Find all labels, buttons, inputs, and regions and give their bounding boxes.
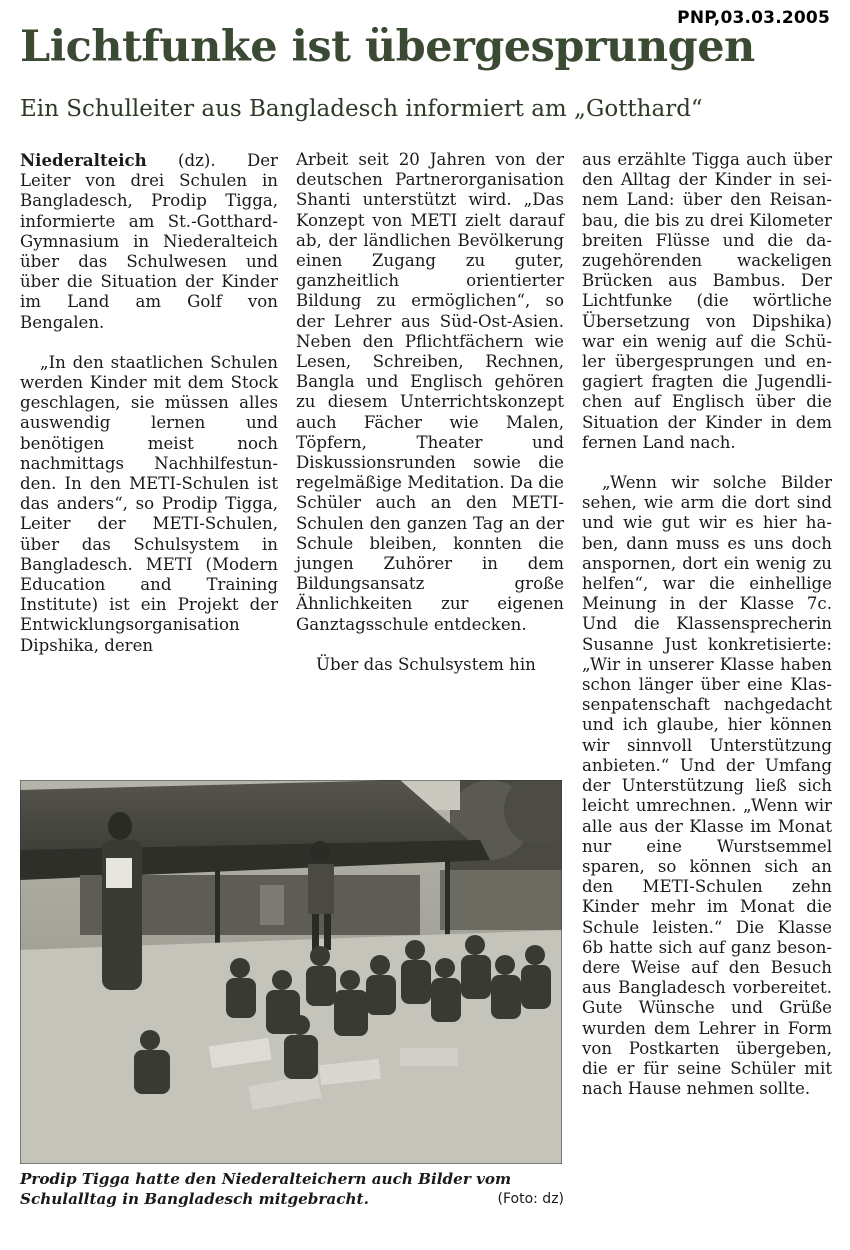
paragraph-text: Der Leiter von drei Schulen in Bangladesch, Prodip Tigga, informierte am St.-Gotthard-Gymnasium in Niederalteich über das Schulwesen und über die Situation der Kinder im Land am Golf von Bengalen. (20, 151, 278, 332)
article-column-1 (20, 150, 278, 656)
news-photo (20, 780, 562, 1164)
article-paragraph: aus erzählte Tigga auch über den Alltag der Kinder in seinem Land: über den Reisanbau, die bis zu drei Kilometer breiten Flüsse und die dazugehörenden wackeligen Brücken aus Bambus. Der Lichtfunke (die wörtliche Übersetzung von Dipshika) war ein wenig auf die Schüler übergesprungen und engagiert fragten die Jugendlichen auf Englisch über die Situation der Kinder in dem fernen Land nach. (582, 150, 832, 452)
headline: Lichtfunke ist übergesprungen (20, 22, 755, 72)
photo-credit: (Foto: dz) (497, 1190, 564, 1207)
article-paragraph: Arbeit seit 20 Jahren von der deutschen Partnerorganisation Shanti unterstützt wird. „Das Konzept von METI zielt darauf ab, der ländlichen Bevölkerung einen Zugang zu guter, ganzheitlich orientierter Bildung zu ermöglichen“, so der Lehrer aus Süd-Ost-Asien. Neben den Pflichtfächern wie Lesen, Schreiben, Rechnen, Bangla und Englisch gehören zu diesem Unterrichtskonzept auch Fächer wie Malen, Töpfern, Theater und Diskussionsrunden sowie die regelmäßige Meditation. Da die Schüler auch an den METI-Schulen den ganzen Tag an der Schule bleiben, konnten die jungen Zuhörer in dem Bildungsansatz große Ähnlichkeiten zur eigenen Ganztagsschule entdecken. (296, 150, 564, 634)
author-tag: (dz). (178, 151, 216, 170)
dateline: Niederalteich (20, 150, 147, 170)
article-paragraph: Über das Schulsystem hin (316, 654, 536, 674)
photo-illustration (20, 780, 562, 1164)
article-column-3 (582, 150, 832, 1099)
photo-caption-block (20, 1170, 564, 1209)
article-paragraph: „Wenn wir solche Bilder sehen, wie arm die dort sind und wie gut wir es hier haben, dann muss es uns doch anspornen, dort ein wenig zu helfen“, war die einhellige Meinung in der Klasse 7c. Und die Klassensprecherin Susanne Just konkretisierte: „Wir in unserer Klasse haben schon länger über eine Klassenpatenschaft nachgedacht und ich glaube, hier können wir sinnvoll Unterstützung anbieten.“ Und der Umfang der Unterstützung ließ sich leicht umrechnen. „Wenn wir alle aus der Klasse im Monat nur eine Wurstsemmel sparen, so können sich an den METI-Schulen zehn Kinder mehr im Monat die Schule leisten.“ Die Klasse 6b hatte sich auf ganz besondere Weise auf den Besuch aus Bangladesch vorbereitet. Gute Wünsche und Grüße wurden dem Lehrer in Form von Postkarten übergeben, die er für seine Schüler mit nach Hause nehmen sollte. (582, 473, 832, 1099)
article-column-2 (296, 150, 564, 675)
source-date-stamp: PNP,03.03.2005 (677, 8, 830, 28)
photo-caption: Prodip Tigga hatte den Niederalteichern auch Bilder vom Schulalltag in Bangladesch mitgebracht. (20, 1170, 512, 1208)
subheadline: Ein Schulleiter aus Bangladesch informiert am „Gotthard“ (20, 96, 703, 122)
article-paragraph: „In den staatlichen Schulen werden Kinder mit dem Stock geschlagen, sie müssen alles auswendig lernen und benötigen meist noch nachmittags Nachhilfestunden. In den METI-Schulen ist das anders“, so Prodip Tigga, Leiter der METI-Schulen, über das Schulsystem in Bangladesch. METI (Modern Education and Training Institute) ist ein Projekt der Entwicklungsorganisation Dipshika, deren (20, 352, 278, 655)
article-paragraph (20, 150, 278, 333)
